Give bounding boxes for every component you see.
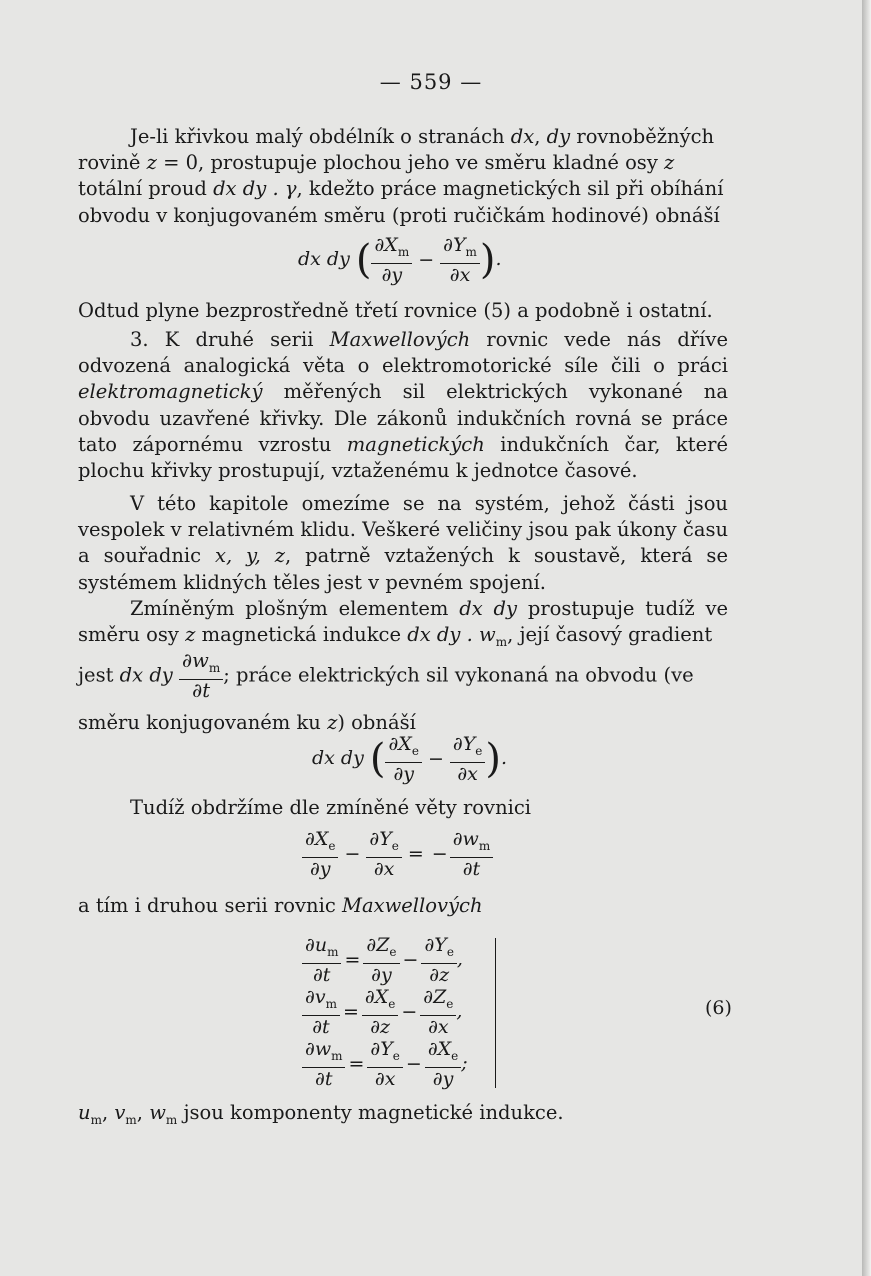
equation-2: dx dy ( $\frac{\partial X_e}{\partial y}$ − $\frac{\partial Y_e}{\partial x}$ ). [312, 733, 508, 785]
equation-system-row-2: $\frac{\partial v_m}{\partial t}$ = $\frac{\partial X_e}{\partial z}$ − $\frac{\partial Z_e}{\partial x}$ , [302, 986, 462, 1038]
paragraph-1: Je-li křivkou malý obdélník o stranách dx, dy rovnoběžných rovině z = 0, prostupuje plochou jeho ve směru kladné osy z totální proud dx dy . γ, kdežto práce magnetických sil při obíhání obvodu v konjugovaném směru (proti ručičkám hodinové) obnáší [78, 125, 724, 227]
paragraph-7: Tudíž obdržíme dle zmíněné věty rovnici [130, 796, 532, 819]
equation-1: dx dy ( $\frac{\partial X_m}{\partial y}$ − $\frac{\partial Y_m}{\partial x}$ ). [298, 234, 502, 286]
equation-number: (6) [705, 997, 732, 1019]
paragraph-8: a tím i druhou serii rovnic Maxwellových [78, 894, 483, 917]
paragraph-9: $u_m$, $v_m$, $w_m$ jsou komponenty magnetické indukce. [78, 1101, 564, 1127]
page-spine-edge [862, 0, 871, 1276]
equation-3: $\frac{\partial X_e}{\partial y}$ − $\frac{\partial Y_e}{\partial x}$ = − $\frac{\partial w_m}{\partial t}$ [302, 828, 493, 880]
equation-system-row-3: $\frac{\partial w_m}{\partial t}$ = $\frac{\partial Y_e}{\partial x}$ − $\frac{\partial X_e}{\partial y}$ ; [302, 1038, 468, 1090]
paragraph-6: jest dx dy $\frac{\partial w_m}{\partial t}$ ; práce elektrických sil vykonaná na obvodu (ve směru konjugovaném ku z) obnáší [78, 649, 694, 734]
paragraph-3: 3. K druhé serii Maxwellových rovnic vede nás dříve odvozená analogická věta o elektromotorické síle čili o práci elektromagnetický měřených sil elektrických vykonané na obvodu uzavřené křivky. Dle zákonů indukčních rovná se práce tato zápornému vzrostu magnetických indukčních čar, které plochu křivky prostupují, vztaženému k jednotce časové. [78, 328, 728, 483]
paragraph-5: Zmíněným plošným elementem dx dy prostupuje tudíž ve směru osy z magnetická indukce dx dy . $w_m$, její časový gradient [78, 597, 729, 650]
equation-system-row-1: $\frac{\partial u_m}{\partial t}$ = $\frac{\partial Z_e}{\partial y}$ − $\frac{\partial Y_e}{\partial z}$ , [302, 934, 463, 986]
paragraph-2: Odtud plyne bezprostředně třetí rovnice (5) a podobně i ostatní. [78, 299, 713, 322]
paragraph-4: V této kapitole omezíme se na systém, jehož části jsou vespolek v relativném klidu. Veškeré veličiny jsou pak úkony času a souřadnic x, y, z, patrně vztažených k soustavě, která se systémem klidných těles jest v pevném spojení. [78, 492, 729, 594]
equation-system-bracket [492, 938, 496, 1088]
page-number: — 559 — [379, 70, 483, 94]
